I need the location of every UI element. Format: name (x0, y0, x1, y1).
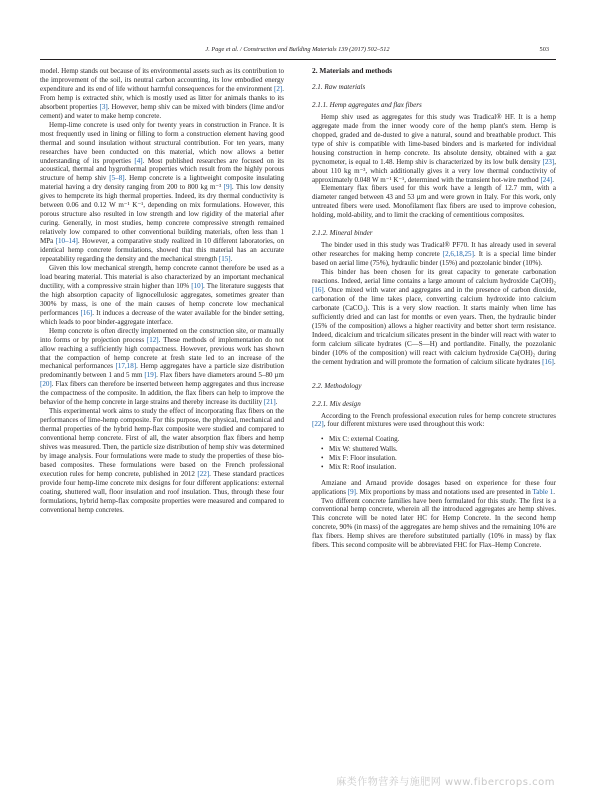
citation-link[interactable]: [20] (40, 380, 52, 389)
text-run: . However, a comparative study realized in 10 different laboratories, on identical hemp concrete formulations, showed that this material has an accurate repeatability regarding the density and the mechanical strength (40, 237, 284, 264)
text-run: . Flax fibers have diameters around 5–80 µm (156, 371, 284, 380)
subsubsection-heading-mix: 2.2.1. Mix design (312, 399, 361, 408)
body-paragraph (40, 67, 284, 121)
text-run: . (553, 487, 556, 496)
body-paragraph (40, 264, 284, 327)
citation-link[interactable]: [22] (197, 469, 210, 478)
text-run: Hemp shiv used as aggregates for this study was Tradical® HF. It is a hemp aggregate made from the inner woody core of the hemp plant's stem. Hemp is chopped, graded and de-dusted to give a natural, sound and breathable product. This type of shiv is compatible with lime-based binders and is marketed for individual housing construction in hemp concrete. Its absolute density, obtained with a gaz pycnometer, is equal to 1.48. Hemp shiv is characterized by its low bulk density (312, 112, 556, 166)
citation-link[interactable]: [17,18] (115, 362, 137, 371)
text-run: . Mix proportions by mass and notations used are presented in (356, 487, 533, 496)
text-run: . From hemp is extracted shiv, which is mostly used as litter for animals thanks to its absorbent properties (40, 84, 284, 111)
citation-link[interactable]: [22] (312, 420, 324, 429)
citation-link[interactable]: [10] (191, 281, 204, 290)
body-paragraph (312, 113, 556, 185)
journal-citation: J. Page et al. / Construction and Building Materials 139 (2017) 502–512 (205, 46, 390, 53)
citation-link[interactable]: [9] (347, 487, 357, 496)
text-run: Hemp concrete is often directly implemented on the construction site, or manually into forms or by projection process (40, 326, 284, 344)
list-item: • Mix F: Floor insulation. (321, 454, 556, 463)
hemp-body (312, 113, 556, 220)
text-run: model. Hemp stands out because of its environmental assets such as its contribution to the improvement of the soil, its neutral carbon accounting, its low embodied energy expenditure and its end of life without harmful consequences for the environment (40, 67, 284, 93)
body-paragraph (312, 412, 556, 430)
text-run: Two different concrete families have been formulated for this study. The first is a conventional hemp concrete, wherein all the introduced aggregates are hemp shives. This concrete will be noted later HC for Hemp Concrete. In the second hemp concrete, 90% (in mass) of the aggregates are hemp shives and the remaining 10% are flax fibers. Hemp shives are therefore substituted partially (10% in mass) by flax fibers. This second composite will be abbreviated FHC for Flax–Hemp Concrete. (312, 496, 556, 550)
text-run: . This low density gives to hempcrete its high thermal properties. Indeed, its dry thermal conductivity is between 0.06 and 0.12 W m⁻¹ K⁻¹, depending on mix formulations. However, this porous structure also resulted in low strength and low rigidity of the material after curing. Generally, in most studies, hemp concrete compressive strength remained relatively low compared to other conventional building materials, often less than 1 MPa (40, 183, 284, 246)
citation-link[interactable]: [16] (312, 286, 324, 295)
citation-link[interactable]: [12] (146, 335, 159, 344)
citation-link[interactable]: [2,6,18,25] (442, 250, 474, 259)
text-run: . These standard practices provide four hemp-lime concrete mix designs for four different applications: external coating, shuttered wall, floor insulation and roof insulation. Thus, through these four formulations, hybrid hemp-flax composite properties were measured and compared to conventional hemp concretes. (40, 469, 284, 514)
text-run: . (552, 175, 554, 184)
citation-link[interactable]: [21] (263, 398, 276, 407)
text-run: . However, hemp shiv can be mixed with binders (lime and/or cement) and water to make hemp concrete. (40, 102, 284, 120)
body-paragraph (40, 407, 284, 514)
citation-link[interactable]: [15] (218, 255, 231, 264)
mix-list (321, 435, 556, 472)
text-run: . (553, 357, 556, 366)
citation-link[interactable]: [16] (80, 308, 93, 317)
text-run: Amziane and Arnaud provide dosages based on experience for these four applications (312, 478, 556, 496)
citation-link[interactable]: [5–8] (109, 174, 125, 183)
body-paragraph (312, 184, 556, 220)
text-run: . These methods of implementation do not allow reaching a sufficiently high compactness. However, previous work has shown that the compaction of hemp concrete at fresh state led to an increase of the mechanical performances (40, 335, 284, 371)
subsection-heading-methodology: 2.2. Methodology (312, 381, 362, 390)
text-run: . It is a special lime binder based on aerial lime (75%), hydraulic binder (15%) and pozzolanic binder (10%). (312, 250, 556, 268)
left-body (40, 67, 284, 515)
watermark: 麻类作物营养与施肥网 www.fibercrops.com (336, 777, 555, 788)
body-paragraph (312, 497, 556, 551)
text-run: . It induces a decrease of the water available for the binder setting, which leads to poor binder-aggregate interface. (40, 308, 284, 326)
list-item: • Mix C: external Coating. (321, 435, 556, 444)
citation-link[interactable]: Table 1 (532, 487, 554, 496)
header-rule (40, 59, 556, 60)
text-run: According to the French professional execution rules for hemp concrete structures (321, 411, 556, 420)
subsection-heading-raw-materials: 2.1. Raw materials (312, 82, 366, 91)
text-run: Hemp-lime concrete is used only for twenty years in construction in France. It is most frequently used in lining or filling to form a construction element having good thermal and sound insulation without structural contribution. For ten years, many researches have been conducted on this material, which now allows a better understanding of its properties (40, 120, 284, 165)
body-paragraph (40, 327, 284, 408)
citation-link[interactable]: [3] (99, 102, 108, 111)
list-item: • Mix W: shuttered Walls. (321, 445, 556, 454)
text-run: . Most published researches are focused on its acoustical, thermal and hygrothermal properties which result from the highly porous structure of hemp shiv (40, 156, 284, 183)
text-run: . Hemp aggregates have a particle size distribution predominantly between 1 and 5 mm (40, 362, 284, 380)
mix-body (312, 479, 556, 551)
left-column (40, 67, 284, 762)
binder-body (312, 241, 556, 366)
section-heading: 2. Materials and methods (312, 67, 393, 75)
citation-link[interactable]: [10–14] (55, 237, 78, 246)
subsubsection-heading-hemp: 2.1.1. Hemp aggregates and flax fibers (312, 100, 422, 109)
citation-link[interactable]: [19] (144, 371, 157, 380)
citation-link[interactable]: [9] (223, 183, 232, 192)
text-run: This experimental work aims to study the effect of incorporating flax fibers on the performances of lime-hemp composite. For this purpose, the physical, mechanical and thermal properties of the hybrid hemp-flax composite were studied and compared to conventional hemp concrete. First of all, the water absorption flax fibers and hemp shives was measured. Then, the particle size distribution of hemp shiv was determined by image analysis. Four formulations were made to study the properties of these bio-based composites. These formulations were based on the French professional execution rules for hemp concrete, published in 2012 (40, 407, 284, 478)
text-run: The binder used in this study was Tradical® PF70. It has already used in several other researches for making hemp concrete (312, 241, 556, 259)
text-run: Elementary flax fibers used for this work have a length of 12.7 mm, with a diameter ranged between 43 and 53 µm and were grown in Italy. For this work, only untreated fibers were used. Monofilament flax fibers are used to improve cohesion, holding, mold-ability, and to limit the cracking of cementitious composites. (312, 184, 556, 220)
citation-link[interactable]: [2] (274, 84, 283, 93)
citation-link[interactable]: [24] (540, 175, 553, 184)
text-run: . Once mixed with water and aggregates and in the presence of carbon dioxide, carbonation of the lime takes place, converting calcium hydroxide into calcium carbonate (CaCO₃). This is a very slow reaction. It starts mainly when lime has sufficiently dried and can last for months or even years. Then, the hydraulic binder (15% of the composition) allows a higher reactivity and better short term resistance. Indeed, dicalcium and tricalcium silicates present in the binder will react with water to form calcium silicate hydrates (C—S—H) and portlandite. Finally, the pozzolanic binder (10% of the composition) will react with calcium hydroxide Ca(OH)₂ during the cement hydration and will promote the formation of calcium silicate hydrates (312, 286, 556, 366)
citation-link[interactable]: [16] (542, 357, 554, 366)
text-run: , four different mixtures were used throughout this work: (323, 420, 485, 429)
page-number: 503 (539, 46, 549, 53)
list-item: • Mix R: Roof insulation. (321, 463, 556, 472)
text-run: , about 110 kg m⁻³, which additionally gives it a very low thermal conductivity of approximately 0.048 W m⁻¹ K⁻¹, determined with the transient hot-wire method (312, 157, 556, 184)
citation-link[interactable]: [23] (542, 157, 555, 166)
text-run: . The literature suggests that the high absorption capacity of lignocellulosic aggregates, sometimes greater than 300% by mass, is one of the main causes of hemp concrete low mechanical performances (40, 281, 284, 317)
mix-intro (312, 412, 556, 430)
text-run: . (275, 398, 278, 407)
text-run: . Flax fibers can therefore be inserted between hemp aggregates and thus increase the compactness of the composite. In addition, the flax fibers can help to improve the behavior of the hemp concrete in large strains and thereby increase its ductility (40, 380, 284, 407)
text-run: . Hemp concrete is a lightweight composite insulating material having a dry density ranging from 200 to 800 kg m⁻³ (40, 174, 284, 192)
right-column (312, 67, 556, 762)
body-paragraph (312, 241, 556, 268)
text-run: Given this low mechanical strength, hemp concrete cannot therefore be used as a load bearing material. This material is also characterized by an important mechanical ductility, with a compressive strain higher than 10% (40, 263, 284, 290)
body-paragraph (312, 479, 556, 497)
subsubsection-heading-binder: 2.1.2. Mineral binder (312, 229, 373, 238)
citation-link[interactable]: [4] (134, 156, 143, 165)
body-paragraph (312, 268, 556, 366)
body-paragraph (40, 121, 284, 264)
text-run: . (230, 255, 233, 264)
running-head (0, 46, 595, 58)
text-run: This binder has been chosen for its great capacity to generate carbonation reactions. Indeed, aerial lime contains a large amount of calcium hydroxide Ca(OH)₂ (312, 268, 556, 286)
